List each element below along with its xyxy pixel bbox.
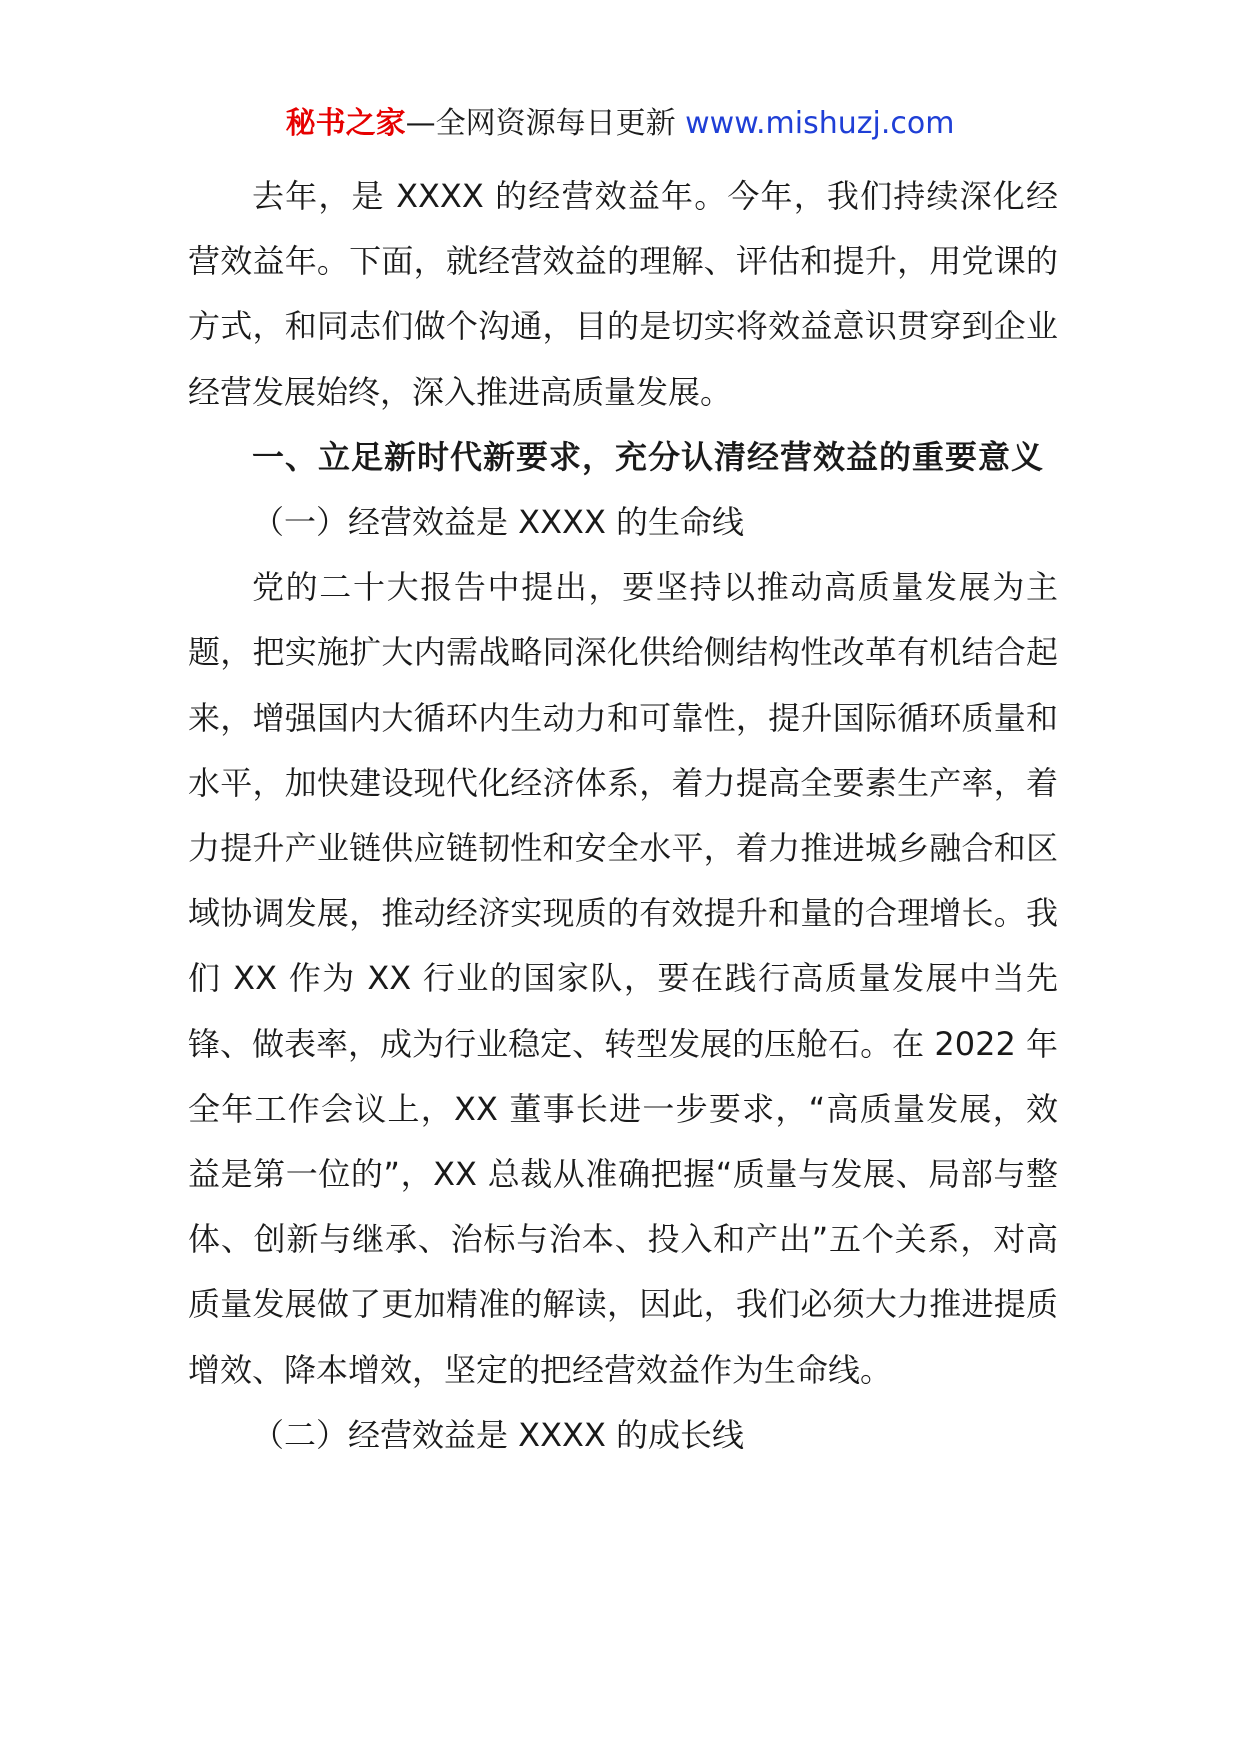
- intro-paragraph: 去年，是 XXXX 的经营效益年。今年，我们持续深化经营效益年。下面，就经营效益的理解、评估和提升，用党课的方式，和同志们做个沟通，目的是切实将效益意识贯穿到企业经营发展始终，深入推进高质量发展。: [188, 177, 1058, 411]
- section-heading-1: 一、立足新时代新要求，充分认清经营效益的重要意义: [252, 437, 1045, 476]
- brand-name: 秘书之家: [285, 106, 406, 141]
- site-url-link[interactable]: www.mishuzj.com: [685, 106, 955, 141]
- subsection-heading-1: （一）经营效益是 XXXX 的生命线: [252, 503, 745, 542]
- header-slogan: —全网资源每日更新: [405, 106, 686, 141]
- page-header: [0, 102, 1240, 146]
- body-paragraph: 党的二十大报告中提出，要坚持以推动高质量发展为主题，把实施扩大内需战略同深化供给侧结构性改革有机结合起来，增强国内大循环内生动力和可靠性，提升国际循环质量和水平，加快建设现代化经济体系，着力提高全要素生产率，着力提升产业链供应链韧性和安全水平，着力推进城乡融合和区域协调发展，推动经济实现质的有效提升和量的合理增长。我们 XX 作为 XX 行业的国家队，要在践行高质量发展中当先锋、做表率，成为行业稳定、转型发展的压舱石。在 2022 年全年工作会议上，XX 董事长进一步要求，“高质量发展，效益是第一位的”，XX 总裁从准确把握“质量与发展、局部与整体、创新与继承、治标与治本、投入和产出”五个关系，对高质量发展做了更加精准的解读，因此，我们必须大力推进提质增效、降本增效，坚定的把经营效益作为生命线。: [188, 568, 1058, 1389]
- subsection-heading-2: （二）经营效益是 XXXX 的成长线: [252, 1415, 745, 1454]
- document-body: [188, 164, 1058, 1468]
